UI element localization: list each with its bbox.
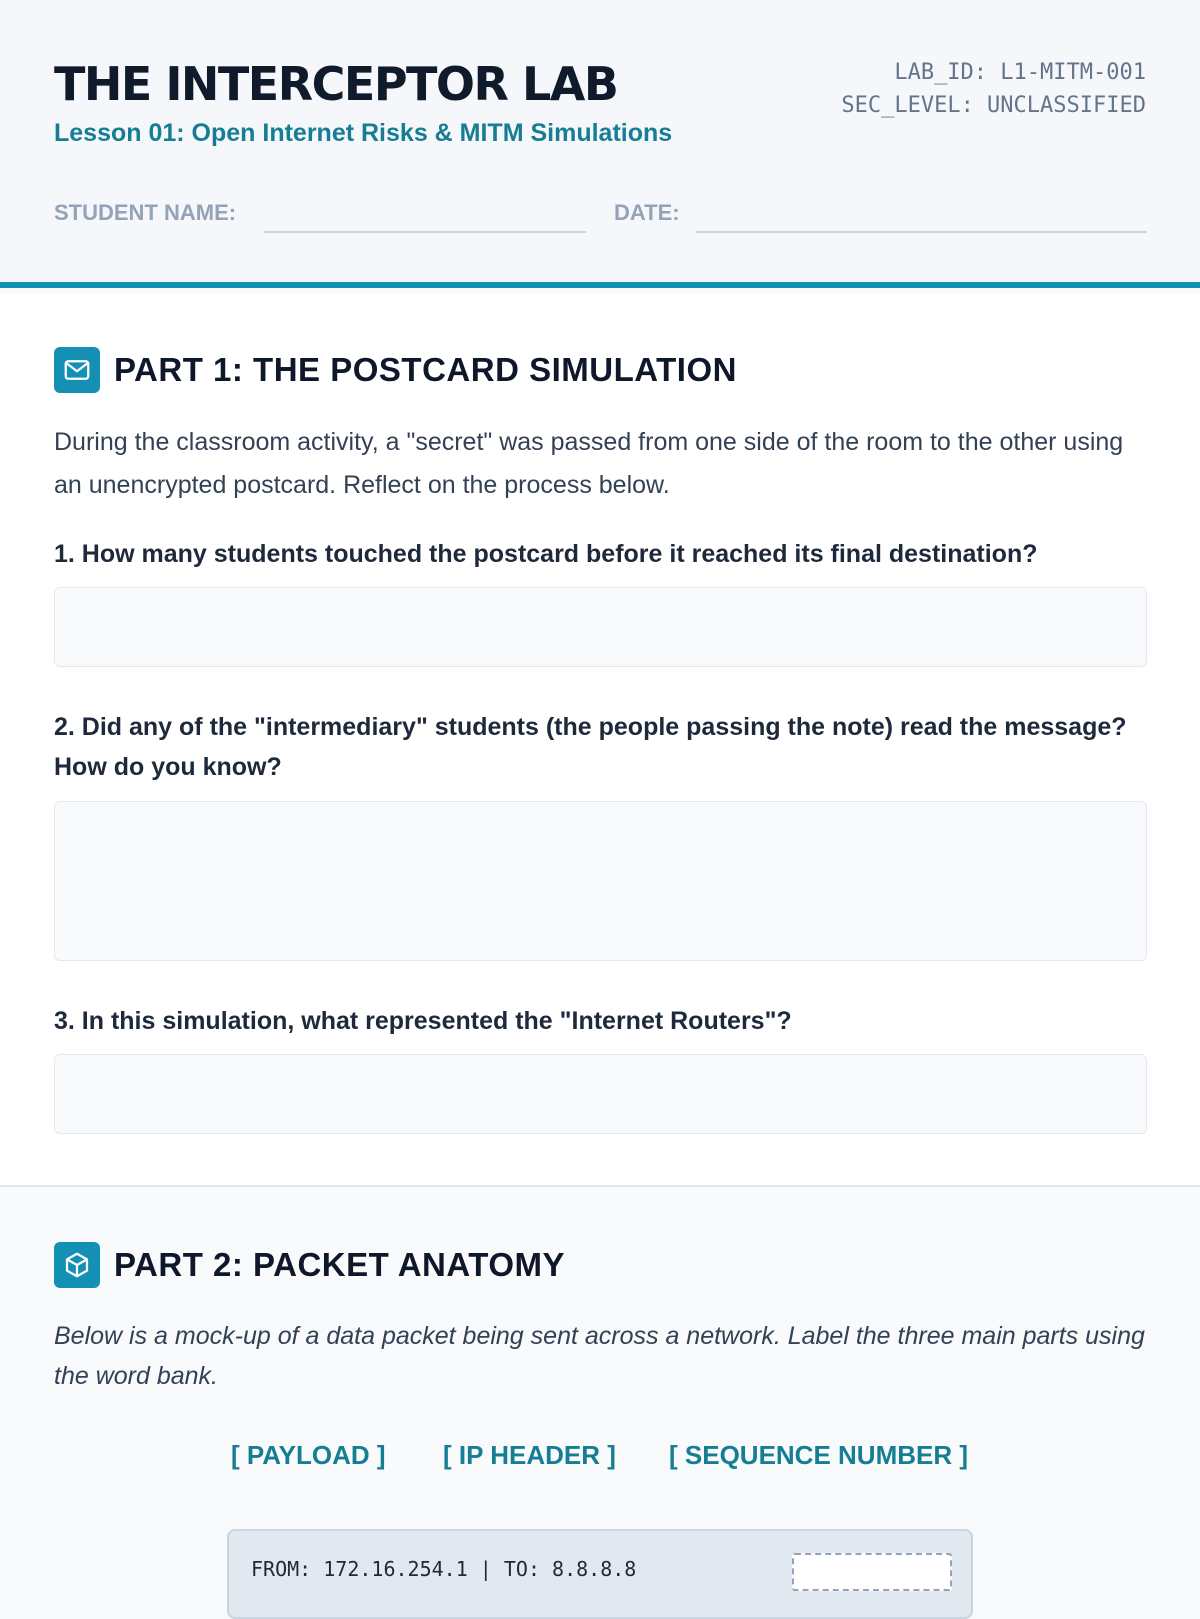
lab-meta	[841, 56, 1146, 122]
student-name-label: STUDENT NAME:	[54, 200, 237, 225]
envelope-icon	[54, 347, 100, 393]
answer-box-1[interactable]	[54, 587, 1147, 667]
packet-label-slot[interactable]	[792, 1553, 952, 1591]
security-level: SEC_LEVEL: UNCLASSIFIED	[841, 93, 1146, 118]
part2-title: PART 2: PACKET ANATOMY	[114, 1246, 566, 1283]
lesson-subtitle: Lesson 01: Open Internet Risks & MITM Simulations	[54, 119, 673, 147]
worksheet-header	[0, 0, 1200, 288]
date-label: DATE:	[614, 200, 680, 225]
date-field[interactable]	[696, 231, 1147, 233]
part1-title: PART 1: THE POSTCARD SIMULATION	[114, 351, 737, 388]
lab-id: LAB_ID: L1-MITM-001	[894, 60, 1146, 85]
question-3: 3. In this simulation, what represented the "Internet Routers"?	[54, 1007, 792, 1035]
packet-route: FROM: 172.16.254.1 | TO: 8.8.8.8	[251, 1557, 637, 1581]
question-1: 1. How many students touched the postcard before it reached its final destination?	[54, 540, 1038, 568]
cube-icon	[54, 1242, 100, 1288]
part1-intro: During the classroom activity, a "secret" was passed from one side of the room to the other using an unencrypted postcard. Reflect on the process below.	[54, 428, 1124, 499]
answer-box-2[interactable]	[54, 801, 1147, 961]
part2-intro: Below is a mock-up of a data packet being sent across a network. Label the three main parts using the word bank.	[54, 1322, 1145, 1390]
page-title: THE INTERCEPTOR LAB	[54, 57, 618, 111]
word-bank-ip-header[interactable]: [ IP HEADER ]	[443, 1440, 616, 1470]
packet-mockup	[227, 1529, 973, 1619]
student-name-field[interactable]	[264, 231, 586, 233]
answer-box-3[interactable]	[54, 1054, 1147, 1134]
question-2: 2. Did any of the "intermediary" students (the people passing the note) read the message? How do you know?	[54, 713, 1127, 781]
word-bank-payload[interactable]: [ PAYLOAD ]	[231, 1440, 386, 1470]
word-bank-sequence-number[interactable]: [ SEQUENCE NUMBER ]	[669, 1440, 969, 1470]
